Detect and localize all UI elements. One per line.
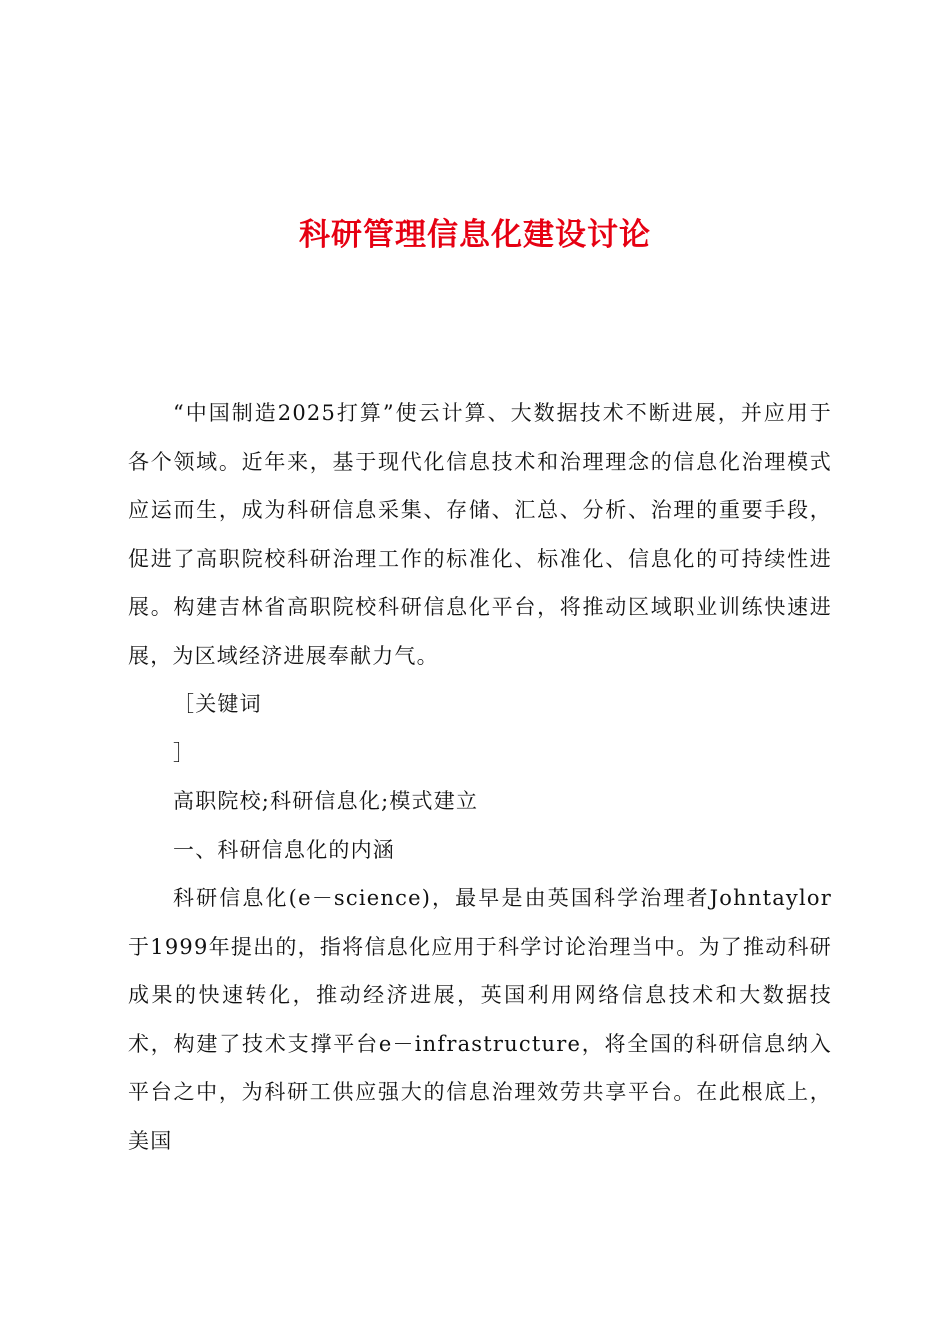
section-heading: 一、科研信息化的内涵 <box>173 837 395 862</box>
section-paragraph: 科研信息化(e－science)，最早是由英国科学治理者Johntaylor于1999年提出的，指将信息化应用于科学讨论治理当中。为了推动科研成果的快速转化，推动经济进展，英国利用网络信息技术和大数据技术，构建了技术支撑平台e－infrastructure，将全国的科研信息纳入平台之中，为科研工供应强大的信息治理效劳共享平台。在此根底上，美国 <box>128 886 832 1153</box>
document-title: 科研管理信息化建设讨论 <box>299 217 651 253</box>
keywords-label-open: ［关键词 <box>173 692 262 716</box>
intro-paragraph: “中国制造2025打算”使云计算、大数据技术不断进展，并应用于各个领域。近年来，基于现代化信息技术和治理理念的信息化治理模式应运而生，成为科研信息采集、存储、汇总、分析、治理的重要手段，促进了高职院校科研治理工作的标准化、标准化、信息化的可持续性进展。构建吉林省高职院校科研信息化平台，将推动区域职业训练快速进展，为区域经济进展奉献力气。 <box>128 401 832 668</box>
keywords-label-close: ］ <box>173 740 196 765</box>
document-body <box>128 389 832 1165</box>
keywords-list: 高职院校;科研信息化;模式建立 <box>173 789 479 813</box>
